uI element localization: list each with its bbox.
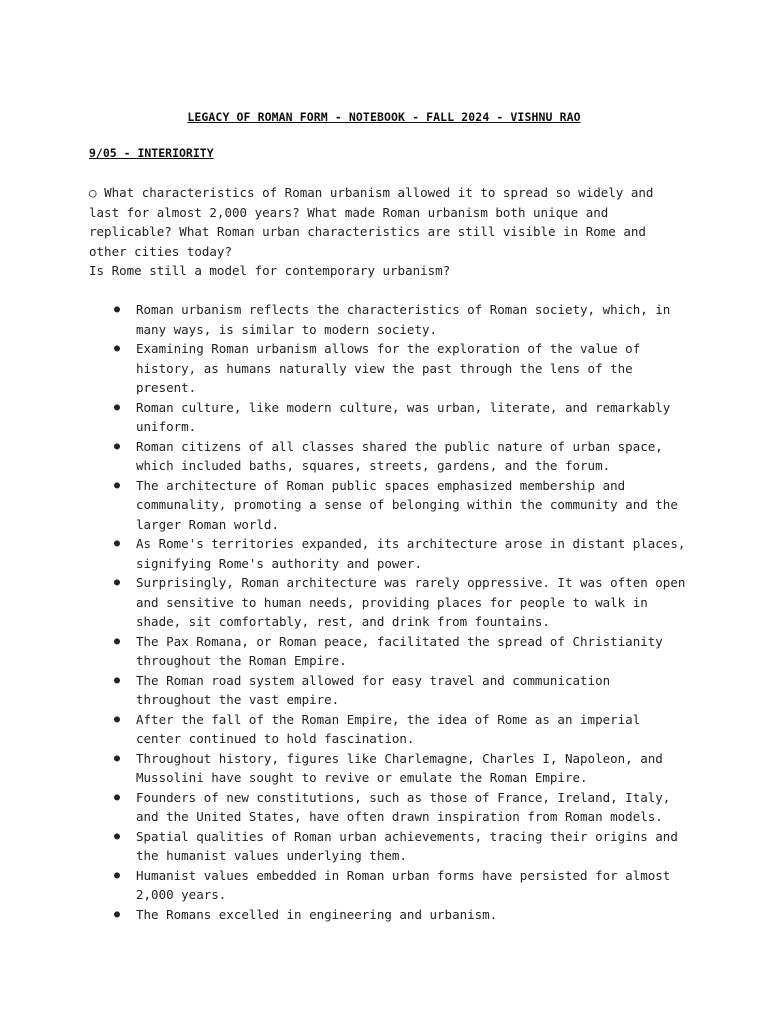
bullet-icon: ●	[114, 908, 121, 920]
list-item	[89, 300, 689, 339]
list-item	[89, 632, 689, 671]
bullet-text: Examining Roman urbanism allows for the exploration of the value of history, as humans naturally view the past through the lens of the present.	[136, 341, 641, 395]
list-item	[89, 476, 689, 535]
bullet-icon: ●	[114, 713, 121, 725]
bullet-icon: ●	[114, 752, 121, 764]
bullet-text: Surprisingly, Roman architecture was rarely oppressive. It was often open and sensitive to human needs, providing places for people to walk in shade, sit comfortably, rest, and drink from fountains.	[136, 575, 686, 629]
section-heading: 9/05 - INTERIORITY	[89, 146, 214, 160]
bullet-icon: ●	[114, 304, 121, 315]
list-item	[89, 788, 689, 827]
bullet-text: Roman citizens of all classes shared the public nature of urban space, which included baths, squares, streets, gardens, and the forum.	[136, 438, 663, 473]
bullet-text: The architecture of Roman public spaces emphasized membership and communality, promoting a sense of belonging within the community and the larger Roman world.	[136, 477, 678, 532]
list-item	[89, 866, 689, 905]
list-item	[89, 339, 689, 398]
list-item	[89, 827, 689, 866]
bullet-icon: ●	[114, 635, 121, 647]
list-item	[89, 671, 689, 710]
bullet-text: Spatial qualities of Roman urban achievements, tracing their origins and the humanist values underlying them.	[136, 828, 678, 863]
questions-paragraph	[89, 183, 689, 261]
bullet-text: The Romans excelled in engineering and urbanism.	[136, 906, 498, 922]
bullet-icon: ●	[114, 869, 121, 881]
bullet-icon: ●	[114, 440, 121, 452]
bullet-text: The Roman road system allowed for easy travel and communication throughout the vast empire.	[136, 672, 611, 707]
document-title: LEGACY OF ROMAN FORM - NOTEBOOK - FALL 2024 - VISHNU RAO	[187, 110, 581, 124]
bullet-text: After the fall of the Roman Empire, the idea of Rome as an imperial center continued to hold fascination.	[136, 711, 641, 746]
questions-closing-line: Is Rome still a model for contemporary urbanism?	[89, 263, 451, 278]
bullet-text: Roman urbanism reflects the characteristics of Roman society, which, in many ways, is similar to modern society.	[136, 302, 671, 337]
list-item	[89, 437, 689, 476]
bullet-icon: ●	[114, 791, 121, 803]
hollow-circle-icon: ○	[89, 185, 97, 200]
list-item	[89, 905, 689, 925]
list-item	[89, 398, 689, 437]
bullet-text: As Rome's territories expanded, its architecture arose in distant places, signifying Rome's authority and power.	[136, 536, 686, 571]
bullet-icon: ●	[114, 674, 121, 686]
bullet-text: Roman culture, like modern culture, was urban, literate, and remarkably uniform.	[136, 399, 671, 434]
bullet-icon: ●	[114, 479, 121, 491]
questions-text: What characteristics of Roman urbanism allowed it to spread so widely and last for almost 2,000 years? What made Roman urbanism both unique and replicable? What Roman urban characteristics are still visible in Rome and other cities today?	[89, 185, 654, 259]
list-item	[89, 573, 689, 632]
bullet-text: Founders of new constitutions, such as those of France, Ireland, Italy, and the United States, have often drawn inspiration from Roman models.	[136, 789, 671, 824]
guiding-questions	[89, 183, 689, 281]
bullet-icon: ●	[114, 538, 121, 549]
notes-bullet-list	[89, 300, 689, 924]
bullet-icon: ●	[114, 577, 121, 588]
bullet-text: The Pax Romana, or Roman peace, facilitated the spread of Christianity throughout the Roman Empire.	[136, 633, 663, 668]
list-item	[89, 534, 689, 573]
list-item	[89, 749, 689, 788]
bullet-icon: ●	[114, 401, 121, 413]
list-item	[89, 710, 689, 749]
bullet-text: Humanist values embedded in Roman urban forms have persisted for almost 2,000 years.	[136, 867, 671, 902]
bullet-icon: ●	[114, 343, 121, 354]
bullet-text: Throughout history, figures like Charlemagne, Charles I, Napoleon, and Mussolini have sought to revive or emulate the Roman Empire.	[136, 750, 663, 785]
bullet-icon: ●	[114, 830, 121, 842]
